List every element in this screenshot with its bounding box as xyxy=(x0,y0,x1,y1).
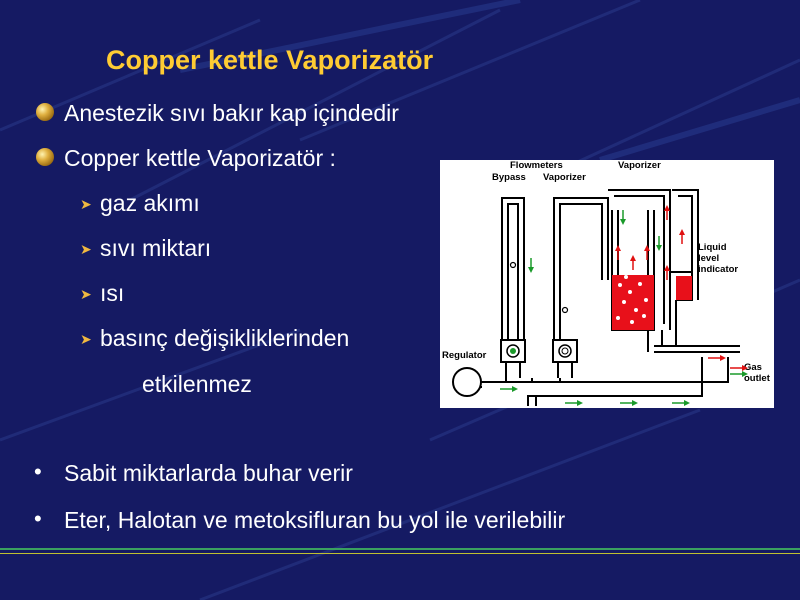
gas-label: Gas xyxy=(744,362,762,373)
footer-divider xyxy=(0,548,800,550)
liquid-label: Liquid xyxy=(698,242,727,253)
arrow-bullet-icon: ➤ xyxy=(80,286,92,302)
bullet-text: Eter, Halotan ve metoksifluran bu yol ile verilebilir xyxy=(64,507,566,533)
slide-title: Copper kettle Vaporizatör xyxy=(106,45,434,75)
vaporizer-label: Vaporizer xyxy=(618,160,661,171)
level-indicator-fill xyxy=(676,276,692,300)
regulator-label: Regulator xyxy=(442,350,487,361)
bypass-label: Bypass xyxy=(492,172,526,183)
arrow-bullet-icon: ➤ xyxy=(80,196,92,212)
gold-bullet-icon xyxy=(36,148,54,166)
sub-bullet-text: sıvı miktarı xyxy=(100,235,212,261)
outlet-label: outlet xyxy=(744,373,770,384)
round-bullet-icon: • xyxy=(34,459,42,484)
continuation-text: etkilenmez xyxy=(142,371,252,397)
gold-bullet-icon xyxy=(36,103,54,121)
sub-bullet-text: gaz akımı xyxy=(100,190,200,216)
level-label: level xyxy=(698,253,720,264)
sub-bullet-text: basınç değişikliklerinden xyxy=(100,325,350,351)
flowmeters-label: Flowmeters xyxy=(510,160,563,171)
bullet-text: Sabit miktarlarda buhar verir xyxy=(64,460,353,486)
vaporizer-diagram xyxy=(440,160,774,408)
bullet-text: Copper kettle Vaporizatör : xyxy=(64,145,336,171)
sub-bullet-text: ısı xyxy=(100,280,125,306)
vaporizer-flow-label: Vaporizer xyxy=(543,172,586,183)
arrow-bullet-icon: ➤ xyxy=(80,241,92,257)
footer-divider-accent xyxy=(0,553,800,554)
round-bullet-icon: • xyxy=(34,506,42,531)
arrow-bullet-icon: ➤ xyxy=(80,331,92,347)
bullet-text: Anestezik sıvı bakır kap içindedir xyxy=(64,100,399,126)
indicator-label: indicator xyxy=(698,264,739,275)
